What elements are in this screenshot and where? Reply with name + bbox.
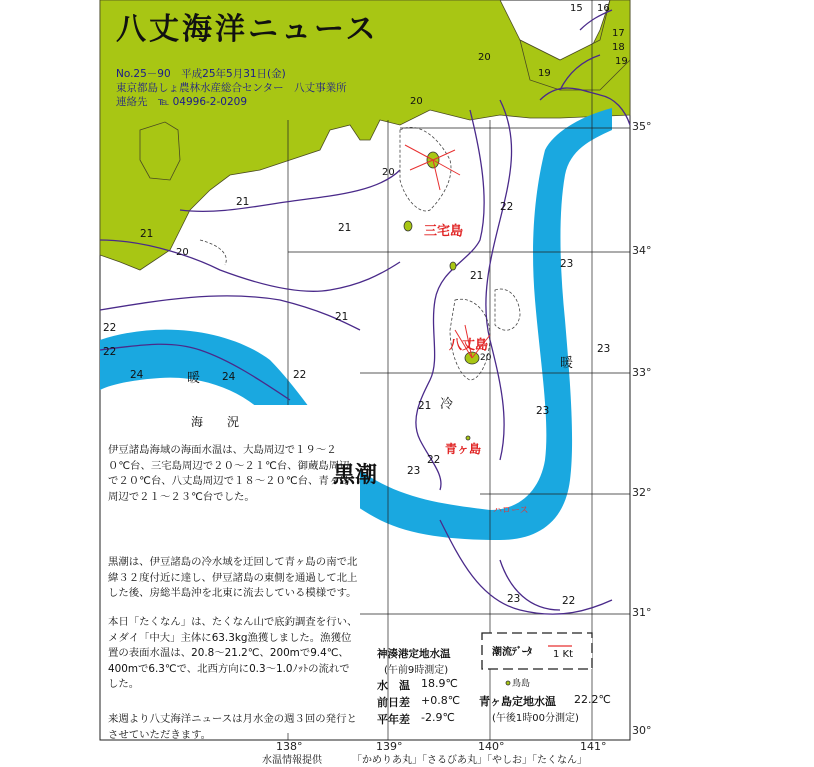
organization: 東京都島しょ農林水産総合センター 八丈事業所 — [116, 82, 347, 94]
isotherm-label: 21 — [335, 311, 349, 323]
isotherm-label: 22 — [500, 201, 514, 213]
isotherm-label: 22 — [427, 454, 441, 466]
isotherm-label: 21 — [236, 196, 250, 208]
isotherm-label: 20 — [480, 353, 492, 363]
lon-tick: 141° — [580, 740, 607, 753]
isotherm-label: 21 — [470, 270, 484, 282]
situation-paragraph-4: 来週より八丈海洋ニュースは月水金の週３回の発行とさせていただきます。 — [108, 713, 357, 741]
lon-tick: 138° — [276, 740, 303, 753]
isotherm-label: 15 — [570, 3, 583, 14]
isotherm-label: 22 — [293, 369, 307, 381]
miyake-label: 三宅島 — [424, 224, 464, 239]
kozu-sst-title: 神湊港定地水温 — [377, 648, 451, 660]
izu-oshima-land — [140, 122, 180, 180]
isotherm-label: 24 — [222, 371, 236, 383]
aogashima-label: 青ヶ島 — [445, 442, 482, 456]
kozu-sst-value: 18.9℃ — [421, 677, 458, 690]
isotherm-label: 18 — [612, 42, 625, 53]
warm-label-west: 暖 — [187, 371, 201, 386]
lat-tick: 35° — [632, 120, 652, 133]
lon-tick: 140° — [478, 740, 505, 753]
isotherm-label: 16 — [597, 3, 610, 14]
isotherm-label: 22 — [103, 322, 117, 334]
hachijo-label: 八丈島 — [449, 338, 489, 353]
lat-tick: 32° — [632, 486, 652, 499]
situation-paragraph-3: 本日「たくなん」は、たくなん山で底釣調査を行い、メダイ「中大」主体に63.3kg漁獲しました。漁獲位置の表面水温は、20.8～21.2℃、200mで9.4℃、400mで6.3℃で、北西方向に0.3～1.0ﾉｯﾄの流れでした。 — [108, 616, 358, 691]
kozu-sst-value: +0.8℃ — [421, 694, 461, 707]
newsletter-title: 八丈海洋ニュース — [116, 12, 379, 47]
cold-label: 冷 — [440, 397, 454, 412]
lat-tick: 33° — [632, 366, 652, 379]
issue-info: No.25－90 平成25年5月31日(金) — [116, 68, 286, 80]
torishima-label: 鳥島 — [512, 679, 531, 689]
kozu-sst-subtitle: (午前9時測定) — [384, 665, 449, 676]
isotherm-label: 20 — [478, 52, 491, 63]
lat-tick: 34° — [632, 244, 652, 257]
isotherm-label: 21 — [418, 400, 432, 412]
isotherm-label: 21 — [338, 222, 352, 234]
situation-paragraph-2: 黒潮は、伊豆諸島の冷水域を迂回して青ヶ島の南で北緯３２度付近に達し、伊豆諸島の東側を通過して北上した後、房総半島沖を北東に流去している模様です。 — [108, 556, 358, 600]
isotherm-label: 21 — [140, 228, 154, 240]
lat-tick: 30° — [632, 724, 652, 737]
kozu-sst-label: 平年差 — [377, 713, 410, 726]
lon-tick: 139° — [376, 740, 403, 753]
kozu-sst-label: 水 温 — [377, 679, 410, 692]
isotherm-label: 23 — [407, 465, 421, 477]
isotherm-label: 22 — [562, 595, 576, 607]
legend-label: 潮流ﾃﾞｰﾀ — [492, 647, 532, 658]
isotherm-label: 19 — [615, 56, 628, 67]
isotherm-label: 23 — [507, 593, 521, 605]
isotherm-label: 24 — [130, 369, 144, 381]
data-provider-label: 水温情報提供 — [262, 755, 322, 766]
aoga-sst-value: 22.2℃ — [574, 693, 611, 706]
halos-label: ハロース — [493, 506, 529, 516]
aoga-sst-subtitle: (午後1時00分測定) — [492, 713, 579, 724]
isotherm-label: 20 — [382, 167, 395, 178]
isotherm-label: 17 — [612, 28, 625, 39]
isotherm-label: 23 — [597, 343, 611, 355]
lat-tick: 31° — [632, 606, 652, 619]
kozu-sst-label: 前日差 — [377, 696, 410, 709]
isotherm-label: 23 — [536, 405, 550, 417]
kuroshio-label: 黒潮 — [333, 463, 378, 488]
isotherm-label: 19 — [538, 68, 551, 79]
isotherm-label: 20 — [176, 247, 189, 258]
situation-title: 海 況 — [190, 415, 245, 429]
warm-label-east: 暖 — [560, 356, 574, 371]
contact-info: 連絡先 ℡ 04996-2-0209 — [116, 96, 247, 108]
kozu-sst-value: -2.9℃ — [421, 711, 455, 724]
situation-paragraph-1: 伊豆諸島海域の海面水温は、大島周辺で１９～２０℃台、三宅島周辺で２０～２１℃台、御蔵島周辺で２０℃台、八丈島周辺で１８～２０℃台、青ヶ島周辺で２１～２３℃台でした。 — [108, 444, 350, 503]
aoga-sst-title: 青ヶ島定地水温 — [479, 695, 556, 708]
isotherm-label: 23 — [560, 258, 574, 270]
isotherm-label: 20 — [410, 96, 423, 107]
data-provider-vessels: 「かめりあ丸」「さるびあ丸」「やしお」「たくなん」 — [352, 755, 587, 766]
situation-panel — [103, 405, 360, 741]
legend-unit: 1 Kt — [553, 649, 574, 660]
isotherm-label: 22 — [103, 346, 117, 358]
